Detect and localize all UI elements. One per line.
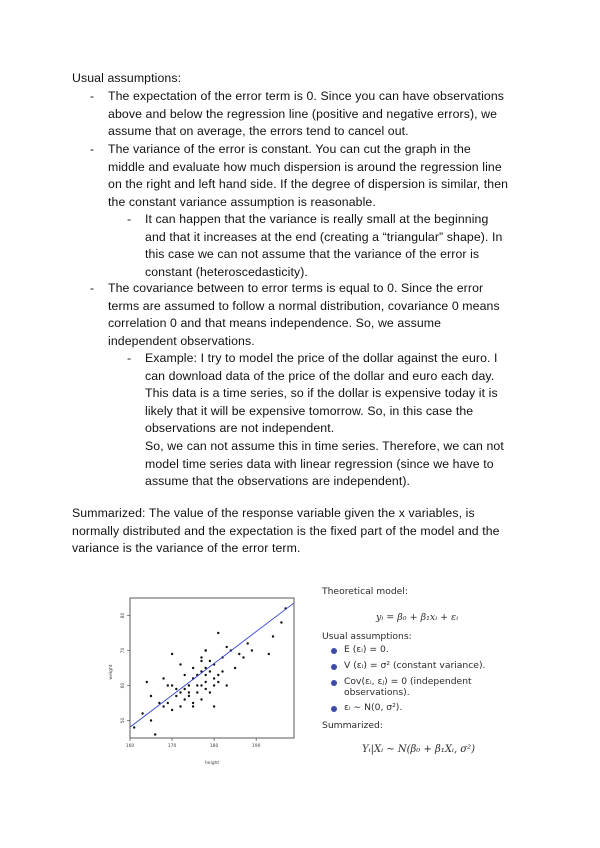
data-point <box>251 649 253 651</box>
data-point <box>205 681 207 683</box>
data-point <box>272 635 274 637</box>
text-line: the constant variance assumption is reasonable. <box>108 194 376 209</box>
data-point <box>192 667 194 669</box>
text-line: The variance of the error is constant. You can cut the graph in the <box>108 142 471 156</box>
data-point <box>209 660 211 662</box>
y-axis-label: weight <box>109 664 114 680</box>
text-line: and that it increases at the end (creating a “triangular” shape). In <box>145 229 503 244</box>
dash-marker: - <box>90 89 95 103</box>
data-point <box>280 621 282 623</box>
dash-marker: - <box>127 212 132 226</box>
data-point <box>200 660 202 662</box>
scatter-plot <box>100 592 300 770</box>
data-point <box>196 691 198 693</box>
data-point <box>192 705 194 707</box>
data-point <box>179 663 181 665</box>
data-point <box>171 653 173 655</box>
y-tick-label: 60 <box>121 682 126 689</box>
x-tick-label: 180 <box>209 744 219 749</box>
data-point <box>238 653 240 655</box>
x-tick-label: 170 <box>167 744 177 749</box>
bullet-dot <box>331 648 337 654</box>
data-point <box>217 674 219 676</box>
text-line: assume that the observations are independent). <box>145 474 411 489</box>
text-line: likely that it will be expensive tomorrow. So, in this case the <box>145 403 474 418</box>
data-point <box>146 681 148 683</box>
data-point <box>217 632 219 634</box>
data-point <box>242 656 244 658</box>
dash-marker: - <box>90 142 95 156</box>
data-point <box>184 698 186 700</box>
text-line: normally distributed and the expectation is the fixed part of the model and the <box>72 523 500 538</box>
subbullet-heteroscedasticity <box>145 211 530 281</box>
data-point <box>200 684 202 686</box>
bullet-covariance <box>108 280 528 350</box>
dash-marker: - <box>127 351 132 365</box>
text-line: terms are assumed to follow a normal distribution, covariance 0 means <box>108 298 500 313</box>
text-line: Example: I try to model the price of the dollar against the euro. I <box>145 351 498 365</box>
text-line: constant (heteroscedasticity). <box>145 264 308 279</box>
y-tick-label: 70 <box>121 647 126 654</box>
summary-paragraph <box>72 505 532 558</box>
assumptions-label: Usual assumptions: <box>322 631 412 642</box>
assumption-covariance: Cov(εᵢ, εⱼ) = 0 (independent observations). <box>344 676 472 699</box>
text-line: observations are not independent. <box>145 421 335 436</box>
data-point <box>188 691 190 693</box>
x-axis-label: height <box>204 761 220 766</box>
text-line: This data is a time series, so if the dollar is expensive today it is <box>145 386 498 401</box>
data-point <box>162 705 164 707</box>
data-point <box>209 691 211 693</box>
data-point <box>226 646 228 648</box>
data-point <box>213 684 215 686</box>
data-point <box>141 712 143 714</box>
text-line: assume that on average, the errors tend to cancel out. <box>108 124 409 139</box>
bullet-dot <box>331 680 337 686</box>
data-point <box>226 684 228 686</box>
data-point <box>205 649 207 651</box>
data-point <box>171 684 173 686</box>
bullet-expectation <box>108 88 528 141</box>
x-axis-ticks <box>126 738 261 749</box>
text-line: independent observations. <box>108 333 255 348</box>
bullet-dot <box>331 664 337 670</box>
data-point <box>205 688 207 690</box>
data-point <box>196 684 198 686</box>
summary-formula: Yᵢ|Xᵢ ∼ N(β₀ + β₁Xᵢ, σ²) <box>362 744 476 755</box>
text-line: Summarized: The value of the response variable given the x variables, is <box>72 506 475 520</box>
data-point <box>150 719 152 721</box>
model-formula: yᵢ = β₀ + β₁xᵢ + εᵢ <box>376 612 459 623</box>
data-point <box>200 698 202 700</box>
text-line: above and below the regression line (positive and negative errors), we <box>108 106 498 121</box>
data-point <box>133 726 135 728</box>
section-heading: Usual assumptions: <box>72 71 182 85</box>
dash-marker: - <box>90 281 95 295</box>
data-point <box>179 705 181 707</box>
data-point <box>247 642 249 644</box>
text-line: this case we can not assume that the variance of the error is <box>145 247 480 262</box>
x-tick-label: 190 <box>251 744 261 749</box>
data-point <box>213 705 215 707</box>
plot-frame <box>130 598 294 738</box>
data-point <box>221 670 223 672</box>
data-point <box>188 684 190 686</box>
data-point <box>154 733 156 735</box>
text-line: model time series data with linear regression (since we have to <box>145 456 494 471</box>
text-line: The covariance between to error terms is equal to 0. Since the error <box>108 281 484 295</box>
data-point <box>162 677 164 679</box>
data-point <box>179 691 181 693</box>
regression-line <box>130 603 294 727</box>
text-line: on the right and left hand side. If the degree of dispersion is similar, then <box>108 177 509 192</box>
data-point <box>175 695 177 697</box>
text-line: So, we can not assume this in time series. Therefore, we can not <box>145 438 504 453</box>
data-point <box>184 688 186 690</box>
assumption-expectation: E (εᵢ) = 0. <box>344 644 389 655</box>
data-point <box>200 656 202 658</box>
data-point <box>213 677 215 679</box>
theoretical-model-label: Theoretical model: <box>322 586 408 597</box>
data-point <box>188 695 190 697</box>
text-line: middle and evaluate how much dispersion is around the regression line <box>108 159 502 174</box>
data-point <box>184 674 186 676</box>
bullet-variance <box>108 141 528 211</box>
text-line: correlation 0 and that means independence. So, we assume <box>108 316 442 331</box>
assumption-normality: εᵢ ∼ N(0, σ²). <box>344 702 403 713</box>
data-point <box>192 702 194 704</box>
bullet-dot <box>331 706 337 712</box>
text-line: variance is the variance of the error term. <box>72 541 301 556</box>
y-tick-label: 50 <box>121 717 126 724</box>
data-point <box>150 695 152 697</box>
summarized-label: Summarized: <box>322 720 383 731</box>
x-tick-label: 160 <box>125 744 135 749</box>
data-point <box>234 667 236 669</box>
text-line: The expectation of the error term is 0. Since you can have observations <box>108 89 505 103</box>
subbullet-example <box>145 350 530 491</box>
data-point <box>167 684 169 686</box>
y-tick-label: 80 <box>121 612 126 619</box>
data-point <box>268 653 270 655</box>
y-axis-ticks <box>120 613 130 724</box>
data-point <box>217 681 219 683</box>
data-point <box>205 674 207 676</box>
assumption-variance: V (εᵢ) = σ² (constant variance). <box>344 660 486 671</box>
data-point <box>175 688 177 690</box>
data-points <box>133 607 287 735</box>
data-point <box>209 670 211 672</box>
data-point <box>171 709 173 711</box>
data-point <box>167 702 169 704</box>
text-line: It can happen that the variance is really small at the beginning <box>145 212 489 226</box>
text-line: can download data of the price of the dollar and euro each day. <box>145 368 495 383</box>
